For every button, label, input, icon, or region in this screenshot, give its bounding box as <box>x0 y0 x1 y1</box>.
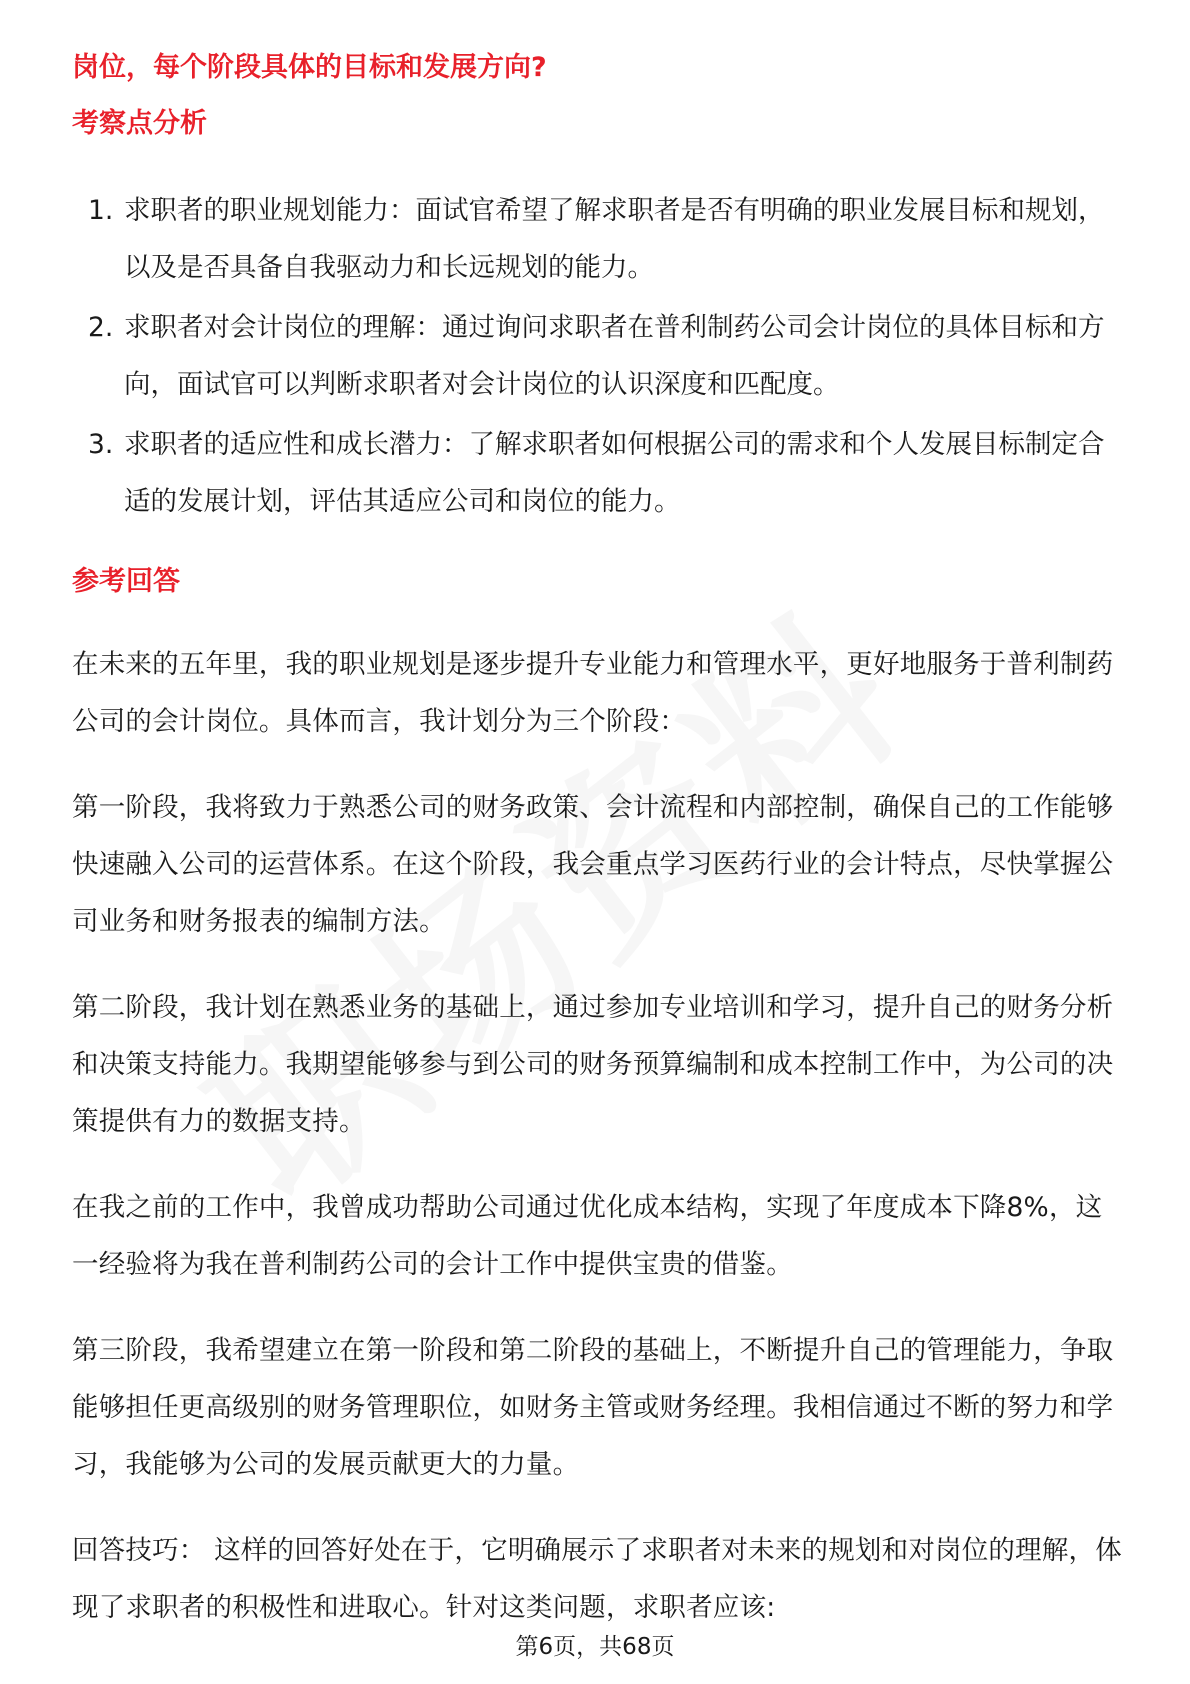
analysis-list <box>72 182 1122 530</box>
analysis-item-text: 求职者对会计岗位的理解：通过询问求职者在普利制药公司会计岗位的具体目标和方向，面试官可以判断求职者对会计岗位的认识深度和匹配度。 <box>124 312 1105 400</box>
analysis-item <box>72 416 1122 530</box>
answer-paragraph: 第二阶段，我计划在熟悉业务的基础上，通过参加专业培训和学习，提升自己的财务分析和决策支持能力。我期望能够参与到公司的财务预算编制和成本控制工作中，为公司的决策提供有力的数据支持。 <box>72 992 1114 1137</box>
tips-paragraph: 回答技巧： 这样的回答好处在于，它明确展示了求职者对未来的规划和对岗位的理解，体现了求职者的积极性和进取心。针对这类问题，求职者应该: <box>72 1535 1122 1623</box>
analysis-item <box>72 182 1122 296</box>
analysis-item-text: 求职者的职业规划能力：面试官希望了解求职者是否有明确的职业发展目标和规划，以及是否具备自我驱动力和长远规划的能力。 <box>124 195 1105 283</box>
list-number: 1. <box>88 195 114 226</box>
document-page <box>72 48 1122 1665</box>
list-number: 2. <box>88 312 114 343</box>
analysis-heading: 考察点分析 <box>72 108 207 139</box>
question-heading: 岗位，每个阶段具体的目标和发展方向? <box>72 52 547 83</box>
answer-paragraph: 第一阶段，我将致力于熟悉公司的财务政策、会计流程和内部控制，确保自己的工作能够快速融入公司的运营体系。在这个阶段，我会重点学习医药行业的会计特点，尽快掌握公司业务和财务报表的编制方法。 <box>72 792 1114 937</box>
answer-paragraph: 在未来的五年里，我的职业规划是逐步提升专业能力和管理水平，更好地服务于普利制药公司的会计岗位。具体而言，我计划分为三个阶段： <box>72 649 1114 737</box>
answer-heading: 参考回答 <box>72 566 180 597</box>
answer-paragraph: 在我之前的工作中，我曾成功帮助公司通过优化成本结构，实现了年度成本下降8%，这一经验将为我在普利制药公司的会计工作中提供宝贵的借鉴。 <box>72 1192 1103 1280</box>
list-number: 3. <box>88 429 114 460</box>
analysis-item <box>72 299 1122 413</box>
analysis-item-text: 求职者的适应性和成长潜力：了解求职者如何根据公司的需求和个人发展目标制定合适的发展计划，评估其适应公司和岗位的能力。 <box>124 429 1105 517</box>
page-number: 第6页，共68页 <box>515 1634 675 1660</box>
answer-paragraph: 第三阶段，我希望建立在第一阶段和第二阶段的基础上，不断提升自己的管理能力，争取能够担任更高级别的财务管理职位，如财务主管或财务经理。我相信通过不断的努力和学习，我能够为公司的发展贡献更大的力量。 <box>72 1335 1114 1480</box>
